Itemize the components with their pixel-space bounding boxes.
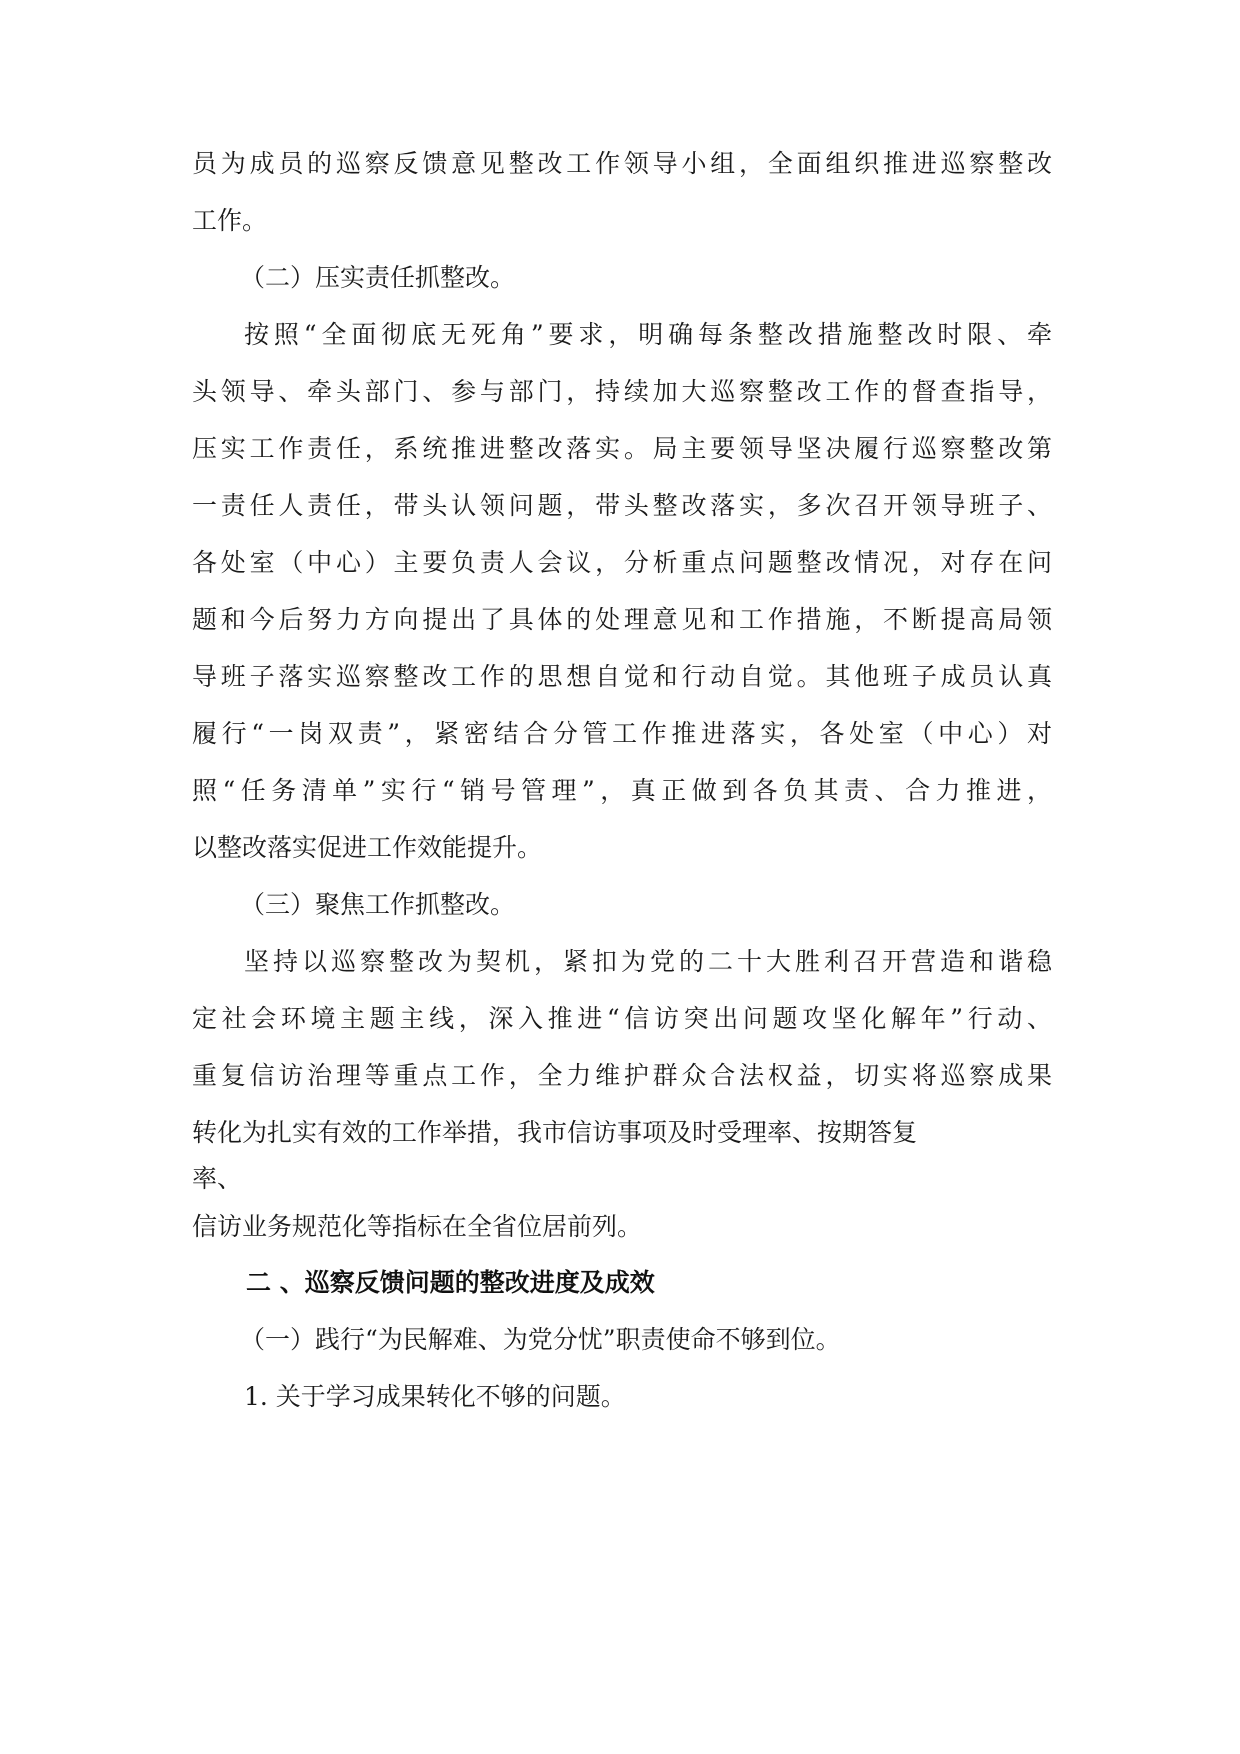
paragraph-line: 转化为扎实有效的工作举措，我市信访事项及时受理率、按期答复 [192,1118,918,1147]
paragraph-line: 导班子落实巡察整改工作的思想自觉和行动自觉。其他班子成员认真 [192,662,1052,691]
section-subheading: （二）压实责任抓整改。 [240,263,516,292]
paragraph-line: 坚持以巡察整改为契机，紧扣为党的二十大胜利召开营造和谐稳 [244,947,1052,976]
paragraph-line: 压实工作责任，系统推进整改落实。局主要领导坚决履行巡察整改第 [192,434,1052,463]
paragraph-line: 工作。 [192,206,268,235]
paragraph-line: 定社会环境主题主线，深入推进“信访突出问题攻坚化解年”行动、 [192,1004,1052,1033]
section-heading: 二 、巡察反馈问题的整改进度及成效 [246,1268,655,1297]
section-subheading: （三）聚焦工作抓整改。 [240,890,516,919]
paragraph-line: 按照“全面彻底无死角”要求，明确每条整改措施整改时限、牵 [244,320,1052,349]
section-subheading: （一）践行“为民解难、为党分忧”职责使命不够到位。 [240,1325,841,1354]
paragraph-line: 题和今后努力方向提出了具体的处理意见和工作措施，不断提高局领 [192,605,1052,634]
paragraph-line: 各处室（中心）主要负责人会议，分析重点问题整改情况，对存在问 [192,548,1052,577]
paragraph-line: 重复信访治理等重点工作，全力维护群众合法权益，切实将巡察成果 [192,1061,1052,1090]
paragraph-line: 率、 [192,1164,243,1193]
paragraph-line: 员为成员的巡察反馈意见整改工作领导小组，全面组织推进巡察整改 [192,149,1052,178]
paragraph-line: 一责任人责任，带头认领问题，带头整改落实，多次召开领导班子、 [192,491,1052,520]
paragraph-line: 头领导、牵头部门、参与部门，持续加大巡察整改工作的督查指导， [192,377,1052,406]
paragraph-line: 以整改落实促进工作效能提升。 [192,833,543,862]
item-heading: 1. 关于学习成果转化不够的问题。 [244,1382,626,1411]
paragraph-line: 履行“一岗双责”，紧密结合分管工作推进落实，各处室（中心）对 [192,719,1052,748]
paragraph-line: 信访业务规范化等指标在全省位居前列。 [192,1212,643,1241]
paragraph-line: 照“任务清单”实行“销号管理”，真正做到各负其责、合力推进， [192,776,1052,805]
